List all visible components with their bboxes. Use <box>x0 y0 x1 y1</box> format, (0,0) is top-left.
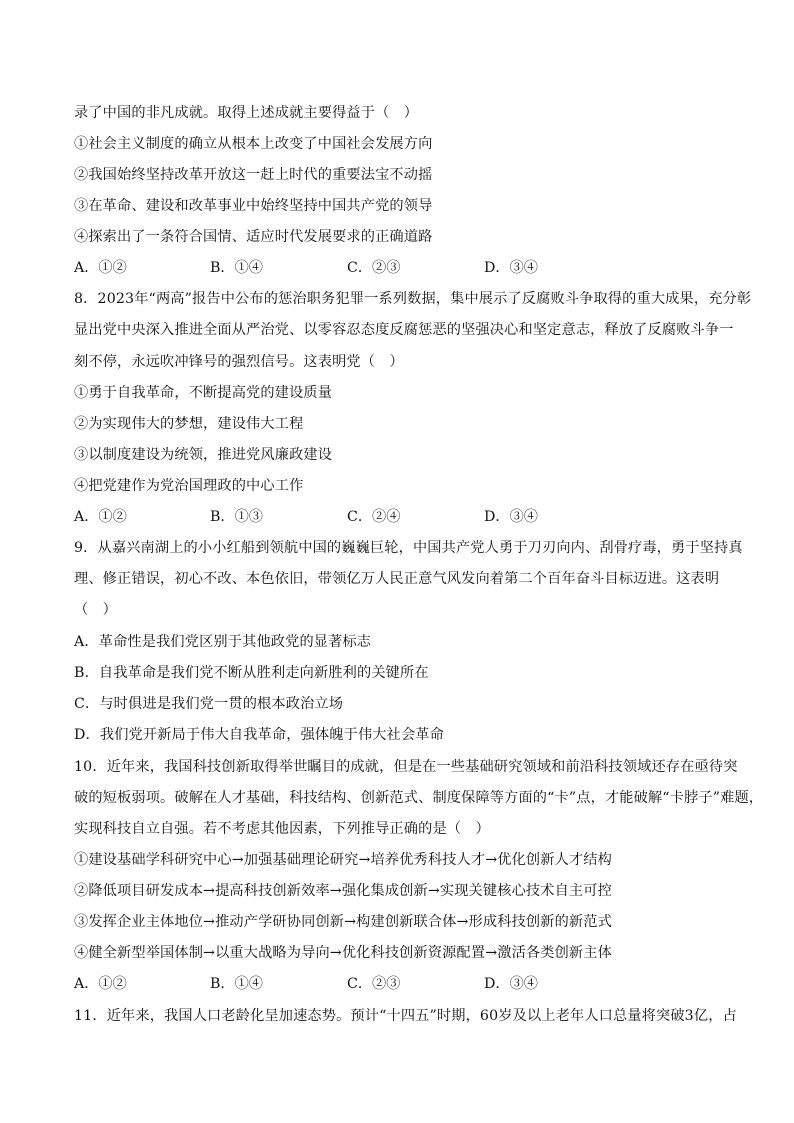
q9-option-a: A．革命性是我们党区别于其他政党的显著标志 <box>74 634 372 650</box>
q10-options <box>74 974 594 994</box>
q11-stem-line-1: 11．近年来，我国人口老龄化呈加速态势。预计“十四五”时期，60岁及以上老年人口总量将突破3亿，占 <box>74 1008 737 1024</box>
q7-options <box>74 258 594 278</box>
q8-option-c: C．②④ <box>347 509 401 525</box>
q10-stem-line-1: 10．近年来，我国科技创新取得举世瞩目的成就，但是在一些基础研究领域和前沿科技领域还存在亟待突 <box>74 759 738 775</box>
q8-statement-2: ②为实现伟大的梦想，建设伟大工程 <box>74 416 304 432</box>
q8-stem-line-3: 刻不停，永远吹冲锋号的强烈信号。这表明党（ ） <box>74 354 404 370</box>
q8-option-b: B．①③ <box>210 509 263 525</box>
q8-option-d: D．③④ <box>484 509 538 525</box>
q10-statement-2: ②降低项目研发成本→提高科技创新效率→强化集成创新→实现关键核心技术自主可控 <box>74 883 612 899</box>
q8-statement-1: ①勇于自我革命，不断提高党的建设质量 <box>74 385 333 401</box>
q10-statement-1: ①建设基础学科研究中心→加强基础理论研究→培养优秀科技人才→优化创新人才结构 <box>74 852 612 868</box>
q7-statement-1: ①社会主义制度的确立从根本上改变了中国社会发展方向 <box>74 136 433 152</box>
q7-stem-end: 录了中国的非凡成就。取得上述成就主要得益于（ ） <box>74 105 419 121</box>
q9-option-d: D．我们党开新局于伟大自我革命，强体魄于伟大社会革命 <box>74 727 444 743</box>
q10-option-c: C．②③ <box>347 976 401 992</box>
q7-statement-2: ②我国始终坚持改革开放这一赶上时代的重要法宝不动摇 <box>74 167 433 183</box>
q9-stem-line-3: （ ） <box>74 602 118 618</box>
q7-statement-4: ④探索出了一条符合国情、适应时代发展要求的正确道路 <box>74 229 433 245</box>
q7-option-a: A．①② <box>74 260 127 276</box>
q10-option-d: D．③④ <box>484 976 538 992</box>
q9-option-c: C．与时俱进是我们党一贯的根本政治立场 <box>74 696 344 712</box>
q7-statement-3: ③在革命、建设和改革事业中始终坚持中国共产党的领导 <box>74 198 433 214</box>
q8-options <box>74 507 594 527</box>
q8-option-a: A．①② <box>74 509 127 525</box>
q8-stem-line-2: 显出党中央深入推进全面从严治党、以零容忍态度反腐惩恶的坚强决心和坚定意志，释放了反腐败斗争一 <box>74 322 734 338</box>
q10-statement-4: ④健全新型举国体制→以重大战略为导向→优化科技创新资源配置→激活各类创新主体 <box>74 945 612 961</box>
q10-stem-line-3: 实现科技自立自强。若不考虑其他因素，下列推导正确的是（ ） <box>74 821 490 837</box>
q10-option-b: B．①④ <box>210 976 263 992</box>
q8-statement-3: ③以制度建设为统领，推进党风廉政建设 <box>74 447 333 463</box>
q9-option-b: B．自我革命是我们党不断从胜利走向新胜利的关键所在 <box>74 665 429 681</box>
q8-statement-4: ④把党建作为党治国理政的中心工作 <box>74 478 304 494</box>
q7-option-c: C．②③ <box>347 260 401 276</box>
q7-option-b: B．①④ <box>210 260 263 276</box>
q9-stem-line-2: 理、修正错误，初心不改、本色依旧，带领亿万人民正意气风发向着第二个百年奋斗目标迈进。这表明 <box>74 571 720 587</box>
q8-stem-line-1: 8．2023年“两高”报告中公布的惩治职务犯罪一系列数据，集中展示了反腐败斗争取得的重大成果，充分彰 <box>74 291 752 307</box>
q7-option-d: D．③④ <box>484 260 538 276</box>
q10-statement-3: ③发挥企业主体地位→推动产学研协同创新→构建创新联合体→形成科技创新的新范式 <box>74 914 612 930</box>
q9-stem-line-1: 9．从嘉兴南湖上的小小红船到领航中国的巍巍巨轮，中国共产党人勇于刀刃向内、刮骨疗毒，勇于坚持真 <box>74 540 743 556</box>
q10-option-a: A．①② <box>74 976 127 992</box>
q10-stem-line-2: 破的短板弱项。破解在人才基础，科技结构、创新范式、制度保障等方面的“卡”点，才能破解“卡脖子”难题， <box>74 790 764 806</box>
